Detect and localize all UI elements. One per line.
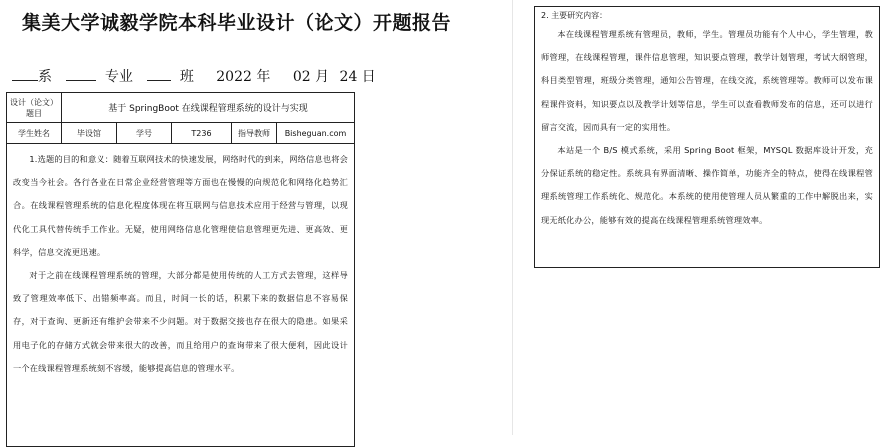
month-text: 02 月 (292, 69, 330, 85)
dept-label: 系 (38, 69, 52, 85)
advisor-label: 指导教师 (232, 123, 277, 144)
student-name-label: 学生姓名 (7, 123, 62, 144)
dept-blank[interactable] (12, 66, 38, 81)
research-heading: 2. 主要研究内容： (541, 11, 608, 20)
body-paragraph-1: 1.选题的目的和意义：随着互联网技术的快速发展，网络时代的到来，网络信息也将会改变当今社会。各行各业在日常企业经营管理等方面也在慢慢的向规范化和网络化趋势汇合。在线课程管理系统的信息化程度体现在将互联网与信息技术应用于经营与管理，以现代化工具代替传统手工作业。无疑，使用网络信息化管理使信息管理更先进、更高效、更科学，信息交流更迅速。 (13, 154, 349, 257)
research-paragraph-2: 本站是一个 B/S 模式系统，采用 Spring Boot 框架，MYSQL 数据库设计开发，充分保证系统的稳定性。系统具有界面清晰、操作简单，功能齐全的特点，使得在线课程管理系统管理工作系统化、规范化。本系统的使用使管理人员从繁重的工作中解脱出来，实现无纸化办公，能够有效的提高在线课程管理系统管理效率。 (541, 145, 873, 225)
page-divider (512, 0, 513, 435)
major-blank[interactable] (66, 66, 96, 81)
major-label: 专业 (104, 69, 133, 85)
topic-label: 设计（论文）题目 (7, 93, 62, 123)
page-title: 集美大学诚毅学院本科毕业设计（论文）开题报告 (22, 12, 452, 34)
student-id: T236 (172, 123, 232, 144)
research-paragraph-1: 本在线课程管理系统有管理员，教师，学生。管理员功能有个人中心，学生管理，教师管理，在线课程管理，课件信息管理，知识要点管理，教学计划管理，考试大纲管理，科目类型管理，班级分类管理，通知公告管理，在线交流，系统管理等。教师可以发布课程课件资料，知识要点以及教学计划等信息，学生可以查看教师发布的信息，还可以进行留言交流，因而具有一定的实用性。 (541, 29, 873, 132)
advisor: Bisheguan.com (277, 123, 355, 144)
body-cell (7, 144, 355, 447)
student-id-label: 学号 (117, 123, 172, 144)
class-blank[interactable] (147, 66, 171, 81)
proposal-table (6, 92, 355, 447)
day-text: 24 日 (339, 69, 376, 85)
research-content-box (534, 6, 880, 268)
info-line (12, 66, 376, 86)
body-paragraph-2: 对于之前在线课程管理系统的管理，大部分都是使用传统的人工方式去管理，这样导致了管理效率低下、出错频率高。而且，时间一长的话，积累下来的数据信息不容易保存，对于查询、更新还有维护会带来不少问题。对于数据交接也存在很大的隐患。如果采用电子化的存储方式就会带来很大的改善，而且给用户的查询带来了很大便利，因此设计一个在线课程管理系统刻不容缓，能够提高信息的管理水平。 (13, 270, 349, 373)
topic-value: 基于 SpringBoot 在线课程管理系统的设计与实现 (62, 93, 355, 123)
class-label: 班 (179, 69, 194, 85)
year-text: 2022 年 (216, 69, 271, 85)
student-name: 毕设馆 (62, 123, 117, 144)
